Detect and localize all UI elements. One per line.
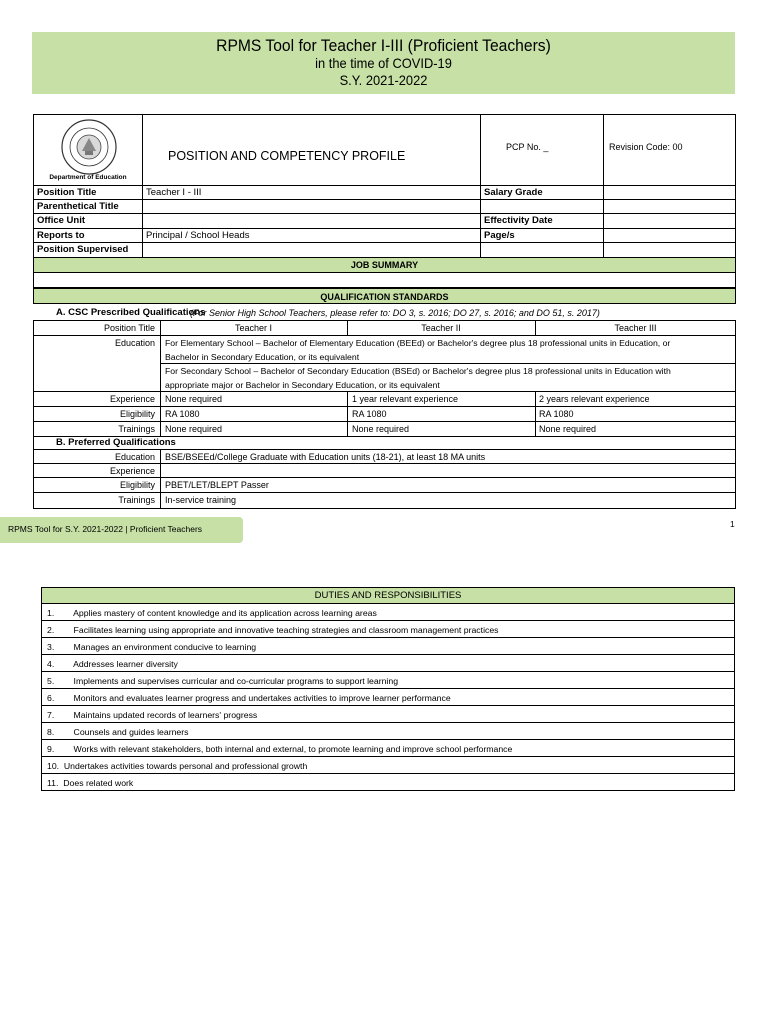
education-secondary-line1: For Secondary School – Bachelor of Secondary Education (BSEd) or Bachelor's degree plus 18 professional units in Education with <box>165 366 671 376</box>
title-banner <box>32 32 735 94</box>
qual-experience-t3: 2 years relevant experience <box>539 394 650 404</box>
duty-item: 5. Implements and supervises curricular and co-curricular programs to support learning <box>47 676 399 686</box>
document-subtitle: in the time of COVID-19 <box>315 55 452 71</box>
page-footer <box>0 517 243 543</box>
row-label-parenthetical-title: Parenthetical Title <box>37 201 119 212</box>
qual-eligibility-t3: RA 1080 <box>539 409 574 419</box>
qual-experience-t1: None required <box>165 394 223 404</box>
profile-heading: POSITION AND COMPETENCY PROFILE <box>168 149 406 163</box>
duty-item: 11. Does related work <box>47 778 134 788</box>
duties-title: DUTIES AND RESPONSIBILITIES <box>314 590 462 601</box>
preferred-label-eligibility: Eligibility <box>119 480 155 490</box>
row-value-position-title: Teacher I - III <box>146 187 202 198</box>
row-label-salary-grade: Salary Grade <box>484 187 543 198</box>
preferred-heading: B. Preferred Qualifications <box>56 437 176 448</box>
job-summary-title: JOB SUMMARY <box>350 260 419 270</box>
qual-label-eligibility: Eligibility <box>119 409 155 419</box>
duty-item: 2. Facilitates learning using appropriate and innovative teaching strategies and classroom management practices <box>47 625 499 635</box>
duty-item: 6. Monitors and evaluates learner progress and undertakes activities to improve learner performance <box>47 693 451 703</box>
duty-item: 4. Addresses learner diversity <box>47 659 178 669</box>
qual-trainings-t2: None required <box>352 424 410 434</box>
preferred-label-trainings: Trainings <box>118 495 155 505</box>
csc-heading: A. CSC Prescribed Qualifications <box>56 307 206 318</box>
qual-experience-t2: 1 year relevant experience <box>352 394 459 404</box>
position-rows <box>33 185 736 258</box>
row-value-reports-to: Principal / School Heads <box>146 230 250 241</box>
duty-item: 8. Counsels and guides learners <box>47 727 189 737</box>
qual-header-teacher-1: Teacher I <box>234 323 273 333</box>
school-year: S.Y. 2021-2022 <box>339 72 428 88</box>
qual-label-education: Education <box>114 338 155 348</box>
qual-eligibility-t1: RA 1080 <box>165 409 200 419</box>
qual-header-teacher-2: Teacher II <box>421 323 461 333</box>
row-label-office-unit: Office Unit <box>37 215 86 226</box>
education-secondary-line2: appropriate major or Bachelor in Secondary Education, or its equivalent <box>165 380 440 390</box>
qual-eligibility-t2: RA 1080 <box>352 409 387 419</box>
row-label-position-supervised: Position Supervised <box>37 244 129 255</box>
row-label-reports-to: Reports to <box>37 230 85 241</box>
qual-header-position-title: Position Title <box>103 323 155 333</box>
row-label-effectivity-date: Effectivity Date <box>484 215 553 226</box>
duty-item: 10. Undertakes activities towards personal and professional growth <box>47 761 308 771</box>
job-summary-body <box>33 272 736 288</box>
education-elementary-line1: For Elementary School – Bachelor of Elementary Education (BEEd) or Bachelor's degree plus 18 professional units in Education, or <box>165 338 671 348</box>
page-number: 1 <box>730 519 735 529</box>
footer-text: RPMS Tool for S.Y. 2021-2022 | Proficient Teachers <box>8 524 203 534</box>
duty-item: 7. Maintains updated records of learners' progress <box>47 710 258 720</box>
preferred-label-education: Education <box>114 452 155 462</box>
preferred-value-education: BSE/BSEEd/College Graduate with Education units (18-21), at least 18 MA units <box>165 452 486 462</box>
duty-item: 3. Manages an environment conducive to learning <box>47 642 257 652</box>
row-label-pages: Page/s <box>484 230 515 241</box>
revision-code: Revision Code: 00 <box>609 142 683 152</box>
qual-trainings-t3: None required <box>539 424 597 434</box>
qualification-standards-title: QUALIFICATION STANDARDS <box>320 292 449 302</box>
seal-caption: Department of Education <box>49 174 127 181</box>
preferred-label-experience: Experience <box>109 466 155 476</box>
qual-trainings-t1: None required <box>165 424 223 434</box>
education-elementary-line2: Bachelor in Secondary Education, or its equivalent <box>165 352 360 362</box>
duty-item: 1. Applies mastery of content knowledge and its application across learning areas <box>47 608 377 618</box>
csc-note: (For Senior High School Teachers, please refer to: DO 3, s. 2016; DO 27, s. 2016; and DO 51, s. 2017) <box>190 308 600 318</box>
pcp-number: PCP No. _ <box>506 142 549 152</box>
row-label-position-title: Position Title <box>37 187 97 198</box>
qual-header-teacher-3: Teacher III <box>614 323 657 333</box>
preferred-value-eligibility: PBET/LET/BLEPT Passer <box>165 480 269 490</box>
deped-seal-logo <box>58 118 120 176</box>
preferred-value-trainings: In-service training <box>165 495 237 505</box>
document-title: RPMS Tool for Teacher I-III (Proficient Teachers) <box>216 36 551 55</box>
qual-label-trainings: Trainings <box>118 424 155 434</box>
duty-item: 9. Works with relevant stakeholders, both internal and external, to promote learning and improve school performance <box>47 744 513 754</box>
qual-label-experience: Experience <box>109 394 155 404</box>
